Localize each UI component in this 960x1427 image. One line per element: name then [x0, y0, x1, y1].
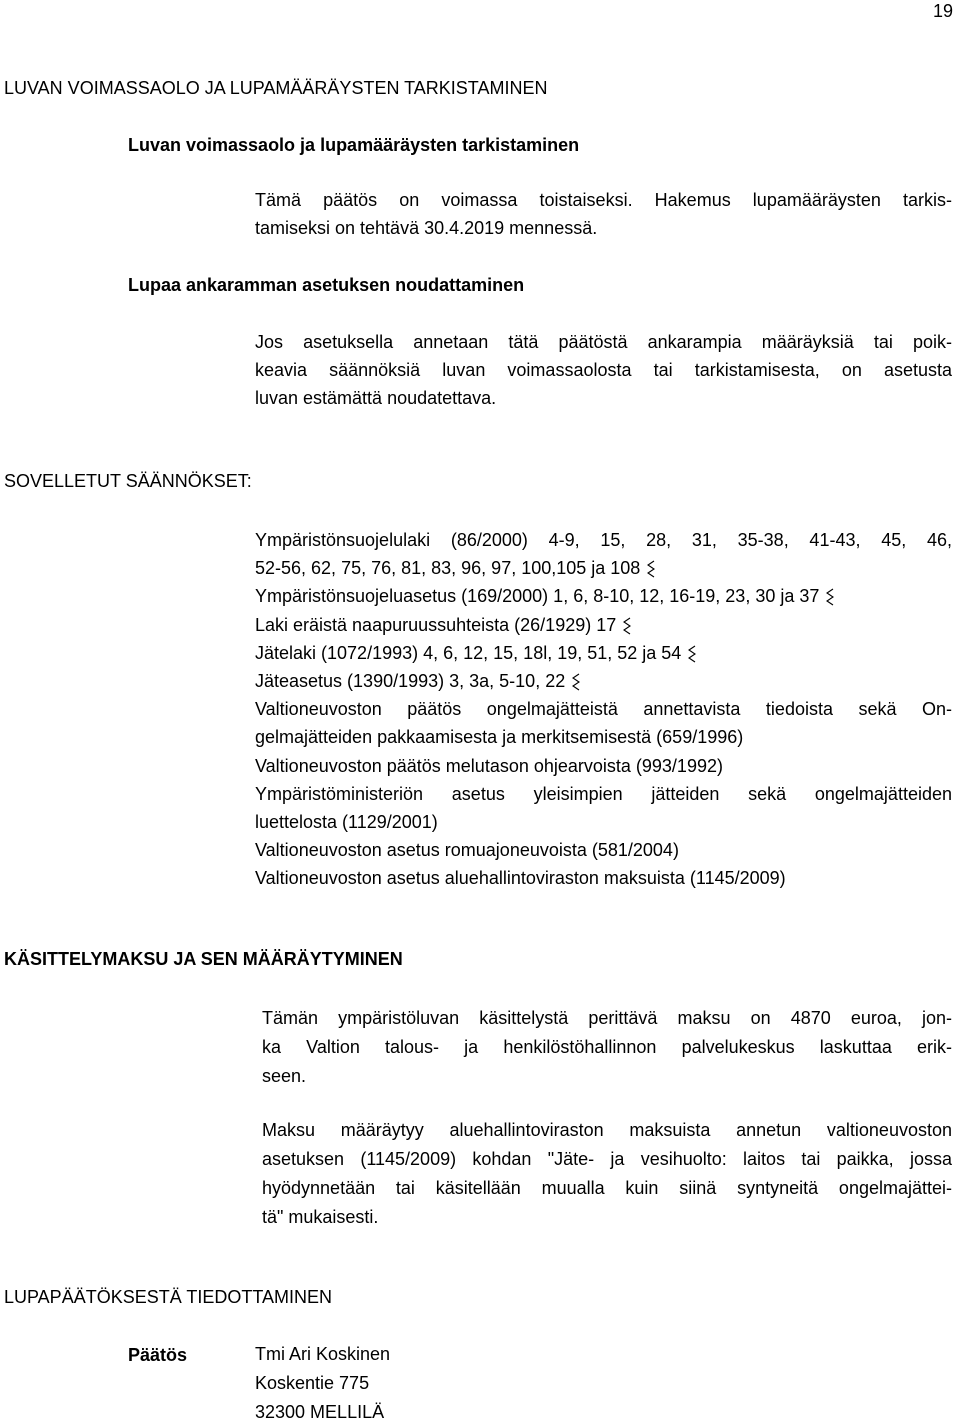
text-line: Maksu määräytyy aluehallintoviraston maksuista annetun valtioneuvoston — [262, 1120, 952, 1140]
section-heading-validity: LUVAN VOIMASSAOLO JA LUPAMÄÄRÄYSTEN TARKISTAMINEN — [4, 78, 548, 98]
paragraph-fee — [262, 1004, 952, 1091]
text-line: Tämä päätös on voimassa toistaiseksi. Hakemus lupamääräysten tarkis- — [255, 190, 952, 210]
paragraph-stricter-decree — [255, 328, 952, 412]
rule-line — [255, 639, 952, 667]
text-line: Jos asetuksella annetaan tätä päätöstä ankarampia määräyksiä tai poik- — [255, 332, 952, 352]
rule-text: Laki eräistä naapuruussuhteista (26/1929) 17 — [255, 614, 617, 635]
rule-text: Jätelaki (1072/1993) 4, 6, 12, 15, 18l, 19, 51, 52 ja 54 — [255, 642, 682, 663]
text-line: tamiseksi on tehtävä 30.4.2019 mennessä. — [255, 218, 598, 238]
rule-line: Ympäristönsuojelulaki (86/2000) 4-9, 15, 28, 31, 35-38, 41-43, 45, 46, — [255, 530, 952, 550]
rule-line: Valtioneuvoston päätös melutason ohjearvoista (993/1992) — [255, 755, 723, 776]
text-line: keavia säännöksiä luvan voimassaolosta tai tarkistamisesta, on asetusta — [255, 360, 952, 380]
section-sign-icon — [622, 617, 632, 635]
text-line: Tämän ympäristöluvan käsittelystä perittävä maksu on 4870 euroa, jon- — [262, 1008, 952, 1028]
rule-text: Ympäristönsuojeluasetus (169/2000) 1, 6, 8-10, 12, 16-19, 23, 30 ja 37 — [255, 586, 820, 607]
section-sign-icon — [825, 588, 835, 606]
page-number: 19 — [932, 1, 953, 21]
rule-line: Valtioneuvoston asetus aluehallintoviraston maksuista (1145/2009) — [255, 868, 786, 889]
rule-line: Valtioneuvoston asetus romuajoneuvoista (581/2004) — [255, 840, 679, 861]
rule-line: gelmajätteiden pakkaamisesta ja merkitsemisestä (659/1996) — [255, 727, 744, 748]
rule-line — [255, 667, 952, 695]
rule-text: Jäteasetus (1390/1993) 3, 3a, 5-10, 22 — [255, 671, 566, 692]
rule-line: luettelosta (1129/2001) — [255, 812, 438, 833]
section-sign-icon — [687, 645, 697, 663]
paragraph-validity — [255, 186, 952, 242]
paragraph-fee-basis — [262, 1116, 952, 1232]
subheading-stricter-decree: Lupaa ankaramman asetuksen noudattaminen — [128, 275, 525, 295]
text-line: seen. — [262, 1066, 307, 1086]
recipient-name: Tmi Ari Koskinen — [255, 1344, 391, 1364]
rule-line: Ympäristöministeriön asetus yleisimpien jätteiden sekä ongelmajätteiden — [255, 783, 952, 804]
text-line: ka Valtion talous- ja henkilöstöhallinnon palvelukeskus laskuttaa erik- — [262, 1037, 952, 1057]
decision-label: Päätös — [128, 1345, 188, 1365]
rule-line — [255, 611, 952, 639]
text-line: tä" mukaisesti. — [262, 1207, 379, 1227]
rule-line: Valtioneuvoston päätös ongelmajätteistä annettavista tiedoista sekä On- — [255, 699, 952, 720]
text-line: asetuksen (1145/2009) kohdan "Jäte- ja vesihuolto: laitos tai paikka, jossa — [262, 1149, 952, 1169]
recipient-street: Koskentie 775 — [255, 1373, 370, 1393]
section-heading-notification: LUPAPÄÄTÖKSESTÄ TIEDOTTAMINEN — [4, 1287, 333, 1307]
applied-rules-list — [255, 526, 952, 893]
text-line: luvan estämättä noudatettava. — [255, 388, 497, 408]
recipient-address — [255, 1340, 390, 1427]
rule-line — [255, 582, 952, 610]
recipient-postal: 32300 MELLILÄ — [255, 1402, 385, 1422]
subheading-validity: Luvan voimassaolo ja lupamääräysten tarkistaminen — [128, 135, 580, 155]
section-heading-applied-rules: SOVELLETUT SÄÄNNÖKSET: — [4, 471, 252, 491]
rule-text: 52-56, 62, 75, 76, 81, 83, 96, 97, 100,105 ja 108 — [255, 558, 641, 579]
section-sign-icon — [571, 673, 581, 691]
rule-line — [255, 554, 952, 582]
section-sign-icon — [646, 560, 656, 578]
text-line: hyödynnetään tai käsitellään muualla kuin siinä syntyneitä ongelmajättei- — [262, 1178, 952, 1198]
section-heading-processing-fee: KÄSITTELYMAKSU JA SEN MÄÄRÄYTYMINEN — [4, 949, 403, 969]
